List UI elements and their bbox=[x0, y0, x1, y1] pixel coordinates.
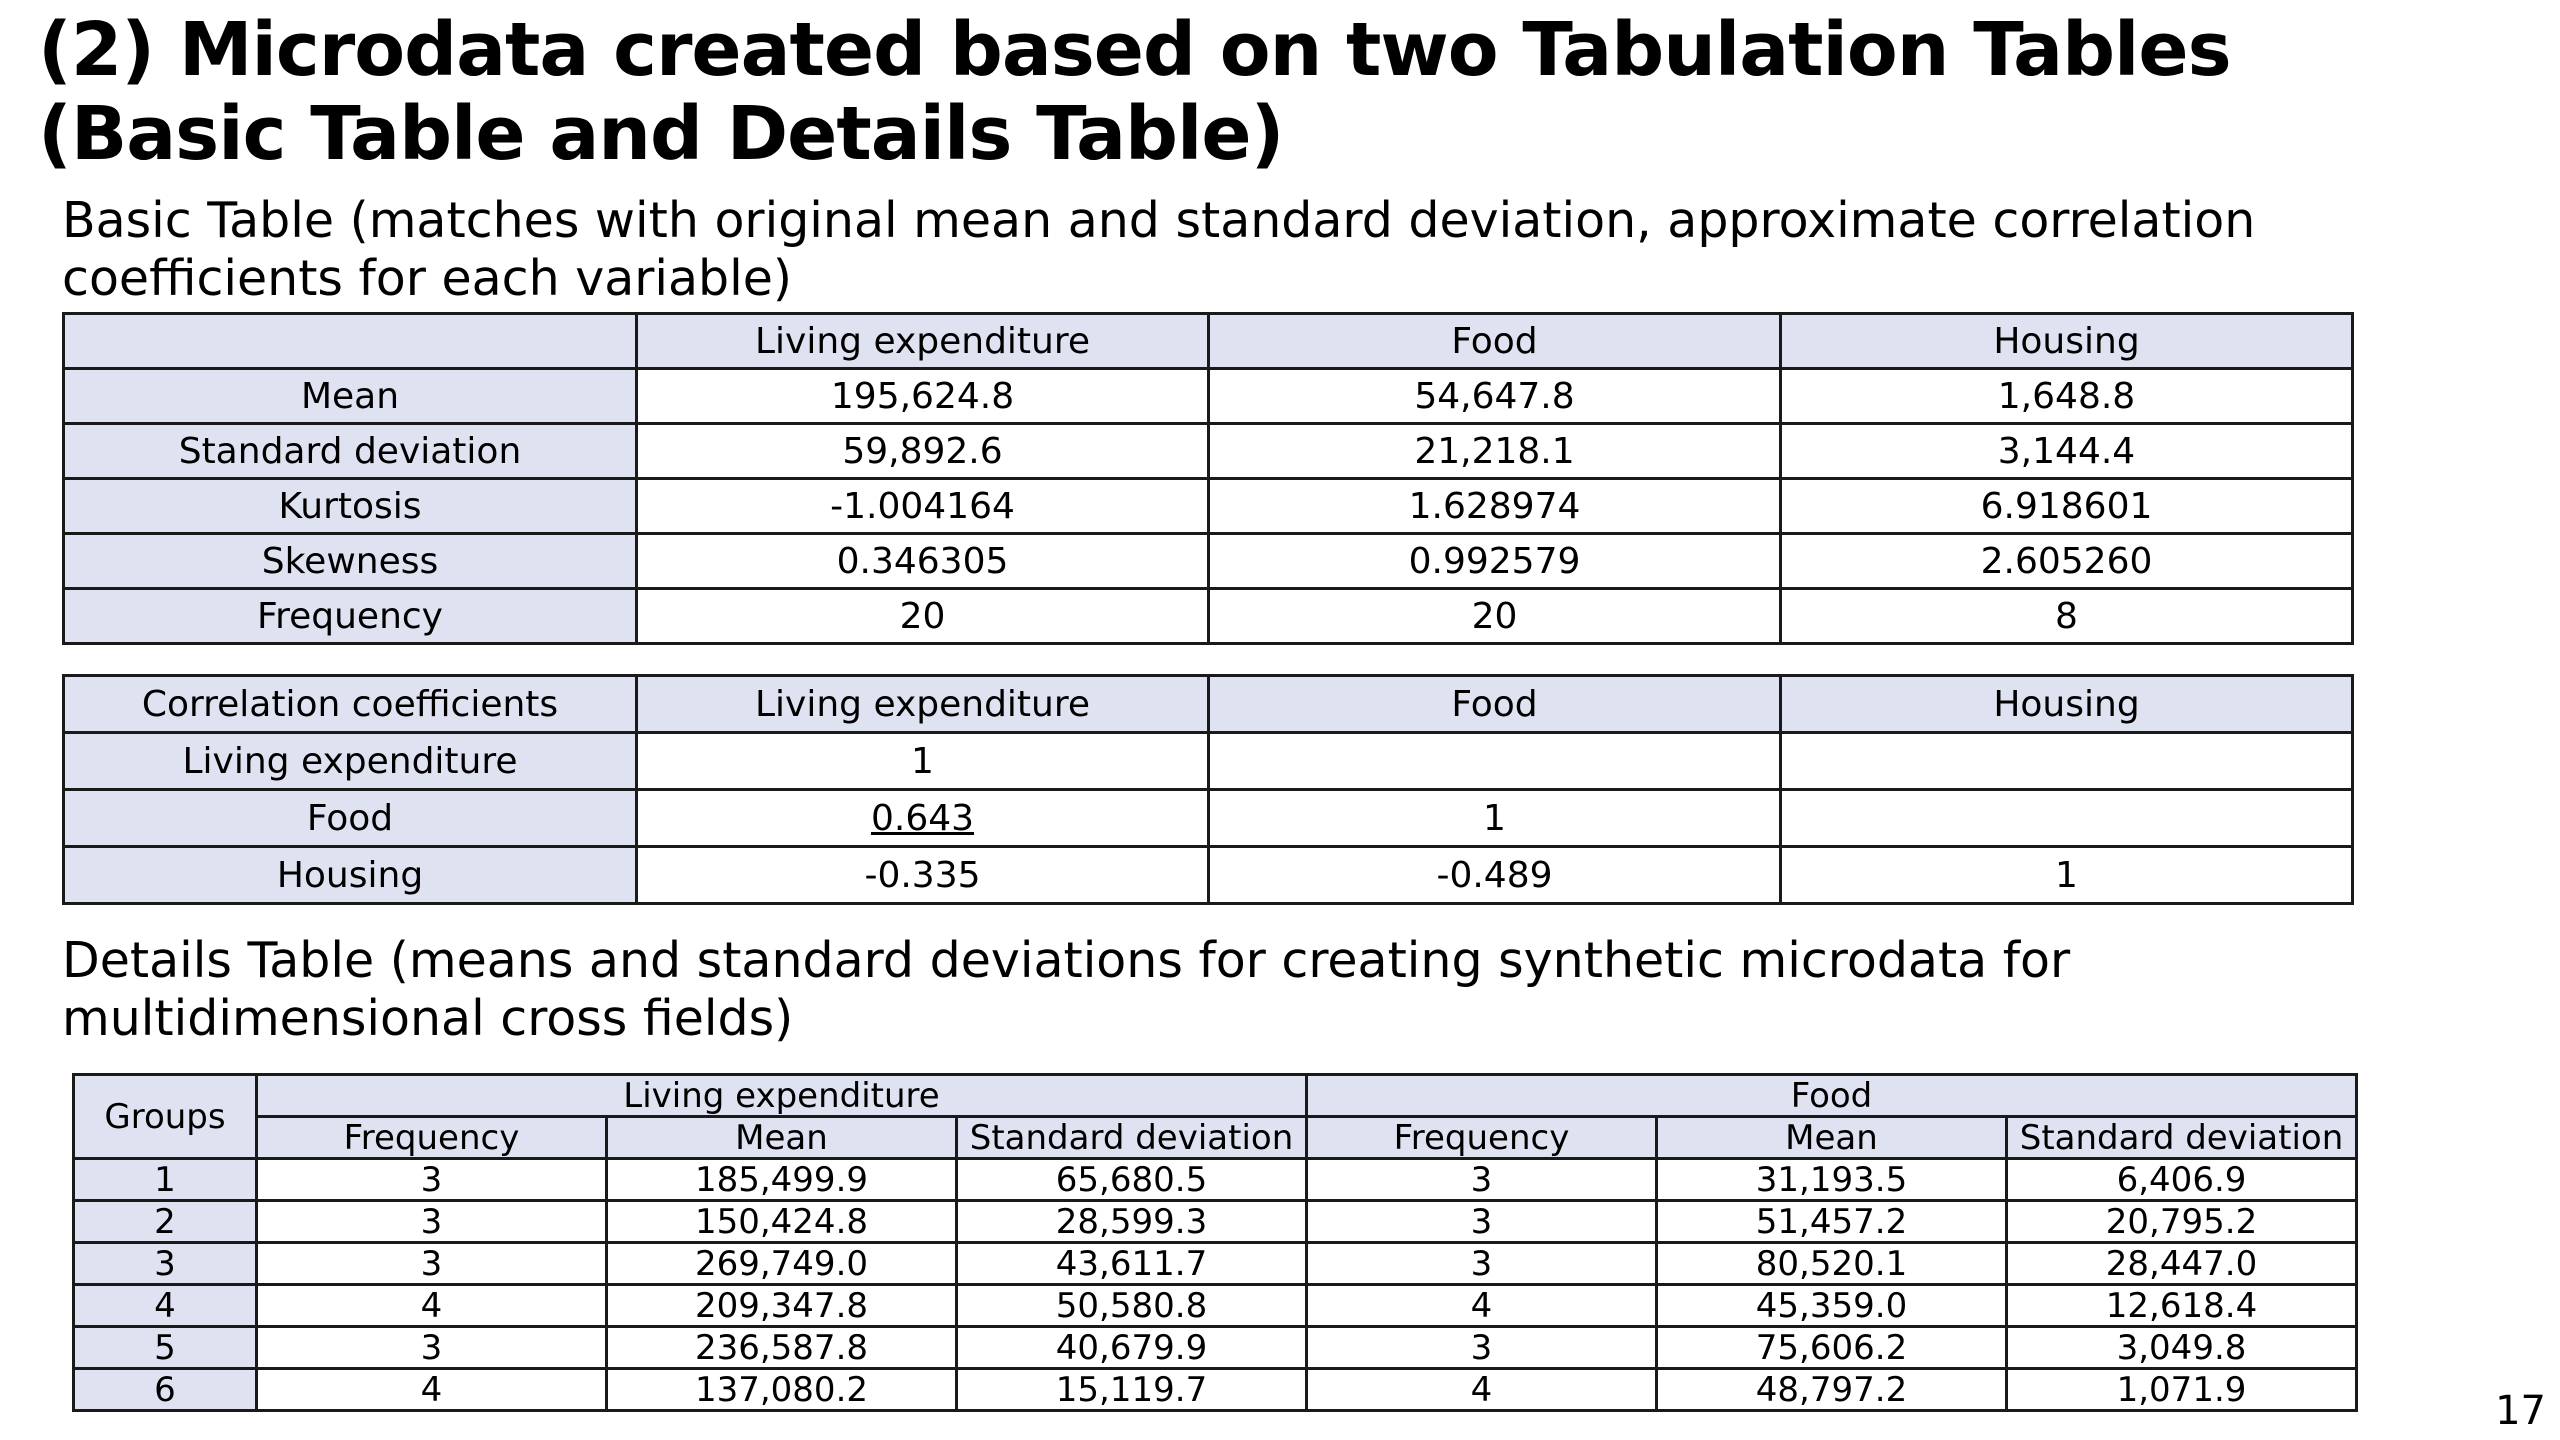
details-table-caption: Details Table (means and standard deviations for creating synthetic microdata for multidimensional cross fields) bbox=[62, 932, 2071, 1047]
column-header: Mean bbox=[1657, 1117, 2007, 1159]
table-cell: 59,892.6 bbox=[637, 424, 1209, 479]
table-row bbox=[64, 424, 2353, 479]
column-header: Living expenditure bbox=[637, 314, 1209, 369]
table-cell: 15,119.7 bbox=[957, 1369, 1307, 1411]
row-header: Food bbox=[64, 790, 637, 847]
table-header-row bbox=[64, 314, 2353, 369]
table-cell: 31,193.5 bbox=[1657, 1159, 2007, 1201]
group-cell: 1 bbox=[74, 1159, 257, 1201]
table-cell: 0.992579 bbox=[1209, 534, 1781, 589]
table-cell bbox=[1781, 733, 2353, 790]
table-cell: 185,499.9 bbox=[607, 1159, 957, 1201]
table-cell: 0.346305 bbox=[637, 534, 1209, 589]
table-row bbox=[64, 479, 2353, 534]
table-cell: 28,447.0 bbox=[2007, 1243, 2357, 1285]
basic-table-caption: Basic Table (matches with original mean and standard deviation, approximate correlation coefficients for each variable) bbox=[62, 192, 2256, 307]
row-header: Living expenditure bbox=[64, 733, 637, 790]
table-cell: 2.605260 bbox=[1781, 534, 2353, 589]
table-cell: 137,080.2 bbox=[607, 1369, 957, 1411]
table-cell: 28,599.3 bbox=[957, 1201, 1307, 1243]
table-cell: 48,797.2 bbox=[1657, 1369, 2007, 1411]
page-title: (2) Microdata created based on two Tabulation Tables (Basic Table and Details Table) bbox=[38, 7, 2231, 177]
table-cell: 3 bbox=[1307, 1201, 1657, 1243]
table-cell: 4 bbox=[1307, 1369, 1657, 1411]
table-row bbox=[74, 1285, 2357, 1327]
group-cell: 5 bbox=[74, 1327, 257, 1369]
column-header: Standard deviation bbox=[957, 1117, 1307, 1159]
table-cell bbox=[1781, 790, 2353, 847]
row-header: Kurtosis bbox=[64, 479, 637, 534]
table-cell: 3 bbox=[257, 1243, 607, 1285]
table-cell: 3,144.4 bbox=[1781, 424, 2353, 479]
table-cell: 43,611.7 bbox=[957, 1243, 1307, 1285]
table-cell: 50,580.8 bbox=[957, 1285, 1307, 1327]
row-header: Housing bbox=[64, 847, 637, 904]
row-header: Mean bbox=[64, 369, 637, 424]
table-row bbox=[64, 733, 2353, 790]
table-cell bbox=[1209, 733, 1781, 790]
table-cell: 150,424.8 bbox=[607, 1201, 957, 1243]
table-cell: 3 bbox=[257, 1201, 607, 1243]
table-row bbox=[64, 790, 2353, 847]
table-cell: 12,618.4 bbox=[2007, 1285, 2357, 1327]
basic-table bbox=[62, 312, 2354, 645]
page-number: 17 bbox=[2495, 1388, 2546, 1434]
table-row bbox=[64, 847, 2353, 904]
table-cell: 54,647.8 bbox=[1209, 369, 1781, 424]
table-row bbox=[74, 1243, 2357, 1285]
table-header-row bbox=[64, 676, 2353, 733]
table-row bbox=[64, 589, 2353, 644]
table-cell: 40,679.9 bbox=[957, 1327, 1307, 1369]
column-header: Correlation coefficients bbox=[64, 676, 637, 733]
table-cell: 20,795.2 bbox=[2007, 1201, 2357, 1243]
group-cell: 2 bbox=[74, 1201, 257, 1243]
table-cell: -1.004164 bbox=[637, 479, 1209, 534]
table-cell: 4 bbox=[257, 1285, 607, 1327]
table-cell: 1 bbox=[637, 733, 1209, 790]
table-cell: 1,071.9 bbox=[2007, 1369, 2357, 1411]
table-cell: 4 bbox=[257, 1369, 607, 1411]
table-cell: 75,606.2 bbox=[1657, 1327, 2007, 1369]
row-header: Skewness bbox=[64, 534, 637, 589]
row-header: Standard deviation bbox=[64, 424, 637, 479]
table-cell: 1,648.8 bbox=[1781, 369, 2353, 424]
table-row bbox=[74, 1369, 2357, 1411]
table-row bbox=[64, 534, 2353, 589]
table-cell: 209,347.8 bbox=[607, 1285, 957, 1327]
table-cell: 1 bbox=[1781, 847, 2353, 904]
column-header: Food bbox=[1209, 314, 1781, 369]
column-header bbox=[64, 314, 637, 369]
correlation-table bbox=[62, 674, 2354, 905]
table-row bbox=[64, 369, 2353, 424]
table-cell: 6,406.9 bbox=[2007, 1159, 2357, 1201]
table-cell: 21,218.1 bbox=[1209, 424, 1781, 479]
table-cell: 1 bbox=[1209, 790, 1781, 847]
table-cell: 236,587.8 bbox=[607, 1327, 957, 1369]
table-cell: 3 bbox=[1307, 1243, 1657, 1285]
table-cell: 8 bbox=[1781, 589, 2353, 644]
table-cell: 3,049.8 bbox=[2007, 1327, 2357, 1369]
table-row bbox=[74, 1327, 2357, 1369]
column-header: Living expenditure bbox=[637, 676, 1209, 733]
table-cell: 20 bbox=[637, 589, 1209, 644]
column-header: Standard deviation bbox=[2007, 1117, 2357, 1159]
table-row bbox=[74, 1201, 2357, 1243]
table-cell: 269,749.0 bbox=[607, 1243, 957, 1285]
table-cell: 80,520.1 bbox=[1657, 1243, 2007, 1285]
table-cell: 3 bbox=[1307, 1159, 1657, 1201]
food-header: Food bbox=[1307, 1075, 2357, 1117]
group-cell: 3 bbox=[74, 1243, 257, 1285]
table-cell: 3 bbox=[1307, 1327, 1657, 1369]
group-cell: 6 bbox=[74, 1369, 257, 1411]
column-header: Mean bbox=[607, 1117, 957, 1159]
table-cell: 0.643 bbox=[637, 790, 1209, 847]
table-cell: 3 bbox=[257, 1327, 607, 1369]
table-cell: -0.489 bbox=[1209, 847, 1781, 904]
table-cell: 65,680.5 bbox=[957, 1159, 1307, 1201]
group-cell: 4 bbox=[74, 1285, 257, 1327]
row-header: Frequency bbox=[64, 589, 637, 644]
table-cell: 6.918601 bbox=[1781, 479, 2353, 534]
table-cell: 1.628974 bbox=[1209, 479, 1781, 534]
table-cell: 45,359.0 bbox=[1657, 1285, 2007, 1327]
table-cell: 3 bbox=[257, 1159, 607, 1201]
living-expenditure-header: Living expenditure bbox=[257, 1075, 1307, 1117]
column-header: Frequency bbox=[1307, 1117, 1657, 1159]
table-row bbox=[74, 1159, 2357, 1201]
column-header: Housing bbox=[1781, 676, 2353, 733]
table-cell: -0.335 bbox=[637, 847, 1209, 904]
column-header: Frequency bbox=[257, 1117, 607, 1159]
details-table bbox=[72, 1073, 2358, 1412]
table-cell: 20 bbox=[1209, 589, 1781, 644]
table-cell: 51,457.2 bbox=[1657, 1201, 2007, 1243]
groups-header: Groups bbox=[74, 1075, 257, 1159]
column-header: Food bbox=[1209, 676, 1781, 733]
column-header: Housing bbox=[1781, 314, 2353, 369]
table-cell: 195,624.8 bbox=[637, 369, 1209, 424]
table-cell: 4 bbox=[1307, 1285, 1657, 1327]
